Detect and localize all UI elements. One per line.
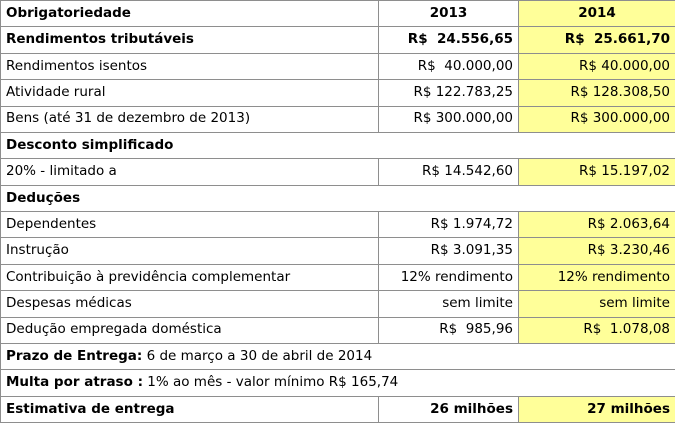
value-2013: 12% rendimento bbox=[379, 264, 519, 290]
row-bens bbox=[1, 106, 675, 132]
row-rendimentos-isentos bbox=[1, 53, 675, 79]
value-2013: sem limite bbox=[379, 291, 519, 317]
row-limite-20 bbox=[1, 159, 675, 185]
value-2013: R$ 122.783,25 bbox=[379, 80, 519, 106]
row-label: Rendimentos isentos bbox=[1, 53, 379, 79]
value-2014: R$ 128.308,50 bbox=[519, 80, 675, 106]
row-despesas-medicas bbox=[1, 291, 675, 317]
value-2013: R$ 1.974,72 bbox=[379, 212, 519, 238]
row-label: Contribuição à previdência complementar bbox=[1, 264, 379, 290]
value-2014: 27 milhões bbox=[519, 396, 675, 422]
row-label: Rendimentos tributáveis bbox=[1, 27, 379, 53]
row-empregada-domestica bbox=[1, 317, 675, 343]
multa-atraso-label: Multa por atraso : bbox=[6, 374, 143, 391]
header-label: Obrigatoriedade bbox=[1, 1, 379, 27]
section-title: Deduções bbox=[1, 185, 675, 211]
section-title: Desconto simplificado bbox=[1, 132, 675, 158]
row-label: Instrução bbox=[1, 238, 379, 264]
value-2014: R$ 3.230,46 bbox=[519, 238, 675, 264]
header-row bbox=[1, 1, 675, 27]
value-2013: R$ 40.000,00 bbox=[379, 53, 519, 79]
value-2014: R$ 15.197,02 bbox=[519, 159, 675, 185]
row-previdencia bbox=[1, 264, 675, 290]
value-2013: R$ 3.091,35 bbox=[379, 238, 519, 264]
row-atividade-rural bbox=[1, 80, 675, 106]
prazo-entrega-cell bbox=[1, 343, 675, 369]
row-label: Bens (até 31 de dezembro de 2013) bbox=[1, 106, 379, 132]
row-label: Atividade rural bbox=[1, 80, 379, 106]
section-desconto-simplificado bbox=[1, 132, 675, 158]
row-label: Despesas médicas bbox=[1, 291, 379, 317]
row-dependentes bbox=[1, 212, 675, 238]
row-label: 20% - limitado a bbox=[1, 159, 379, 185]
row-estimativa-entrega bbox=[1, 396, 675, 422]
value-2014: sem limite bbox=[519, 291, 675, 317]
row-prazo-entrega bbox=[1, 343, 675, 369]
row-multa-atraso bbox=[1, 370, 675, 396]
multa-atraso-value: 1% ao mês - valor mínimo R$ 165,74 bbox=[142, 374, 399, 391]
row-label: Dependentes bbox=[1, 212, 379, 238]
multa-atraso-cell bbox=[1, 370, 675, 396]
value-2014: 12% rendimento bbox=[519, 264, 675, 290]
value-2013: R$ 985,96 bbox=[379, 317, 519, 343]
row-instrucao bbox=[1, 238, 675, 264]
value-2013: R$ 14.542,60 bbox=[379, 159, 519, 185]
prazo-entrega-label: Prazo de Entrega: bbox=[6, 347, 143, 364]
value-2013: R$ 24.556,65 bbox=[379, 27, 519, 53]
header-year-2014: 2014 bbox=[519, 1, 675, 27]
value-2013: R$ 300.000,00 bbox=[379, 106, 519, 132]
value-2014: R$ 25.661,70 bbox=[519, 27, 675, 53]
row-rendimentos-tributaveis bbox=[1, 27, 675, 53]
value-2013: 26 milhões bbox=[379, 396, 519, 422]
value-2014: R$ 300.000,00 bbox=[519, 106, 675, 132]
value-2014: R$ 40.000,00 bbox=[519, 53, 675, 79]
value-2014: R$ 1.078,08 bbox=[519, 317, 675, 343]
value-2014: R$ 2.063,64 bbox=[519, 212, 675, 238]
header-year-2013: 2013 bbox=[379, 1, 519, 27]
prazo-entrega-value: 6 de março a 30 de abril de 2014 bbox=[142, 347, 373, 364]
section-deducoes bbox=[1, 185, 675, 211]
row-label: Estimativa de entrega bbox=[1, 396, 379, 422]
row-label: Dedução empregada doméstica bbox=[1, 317, 379, 343]
